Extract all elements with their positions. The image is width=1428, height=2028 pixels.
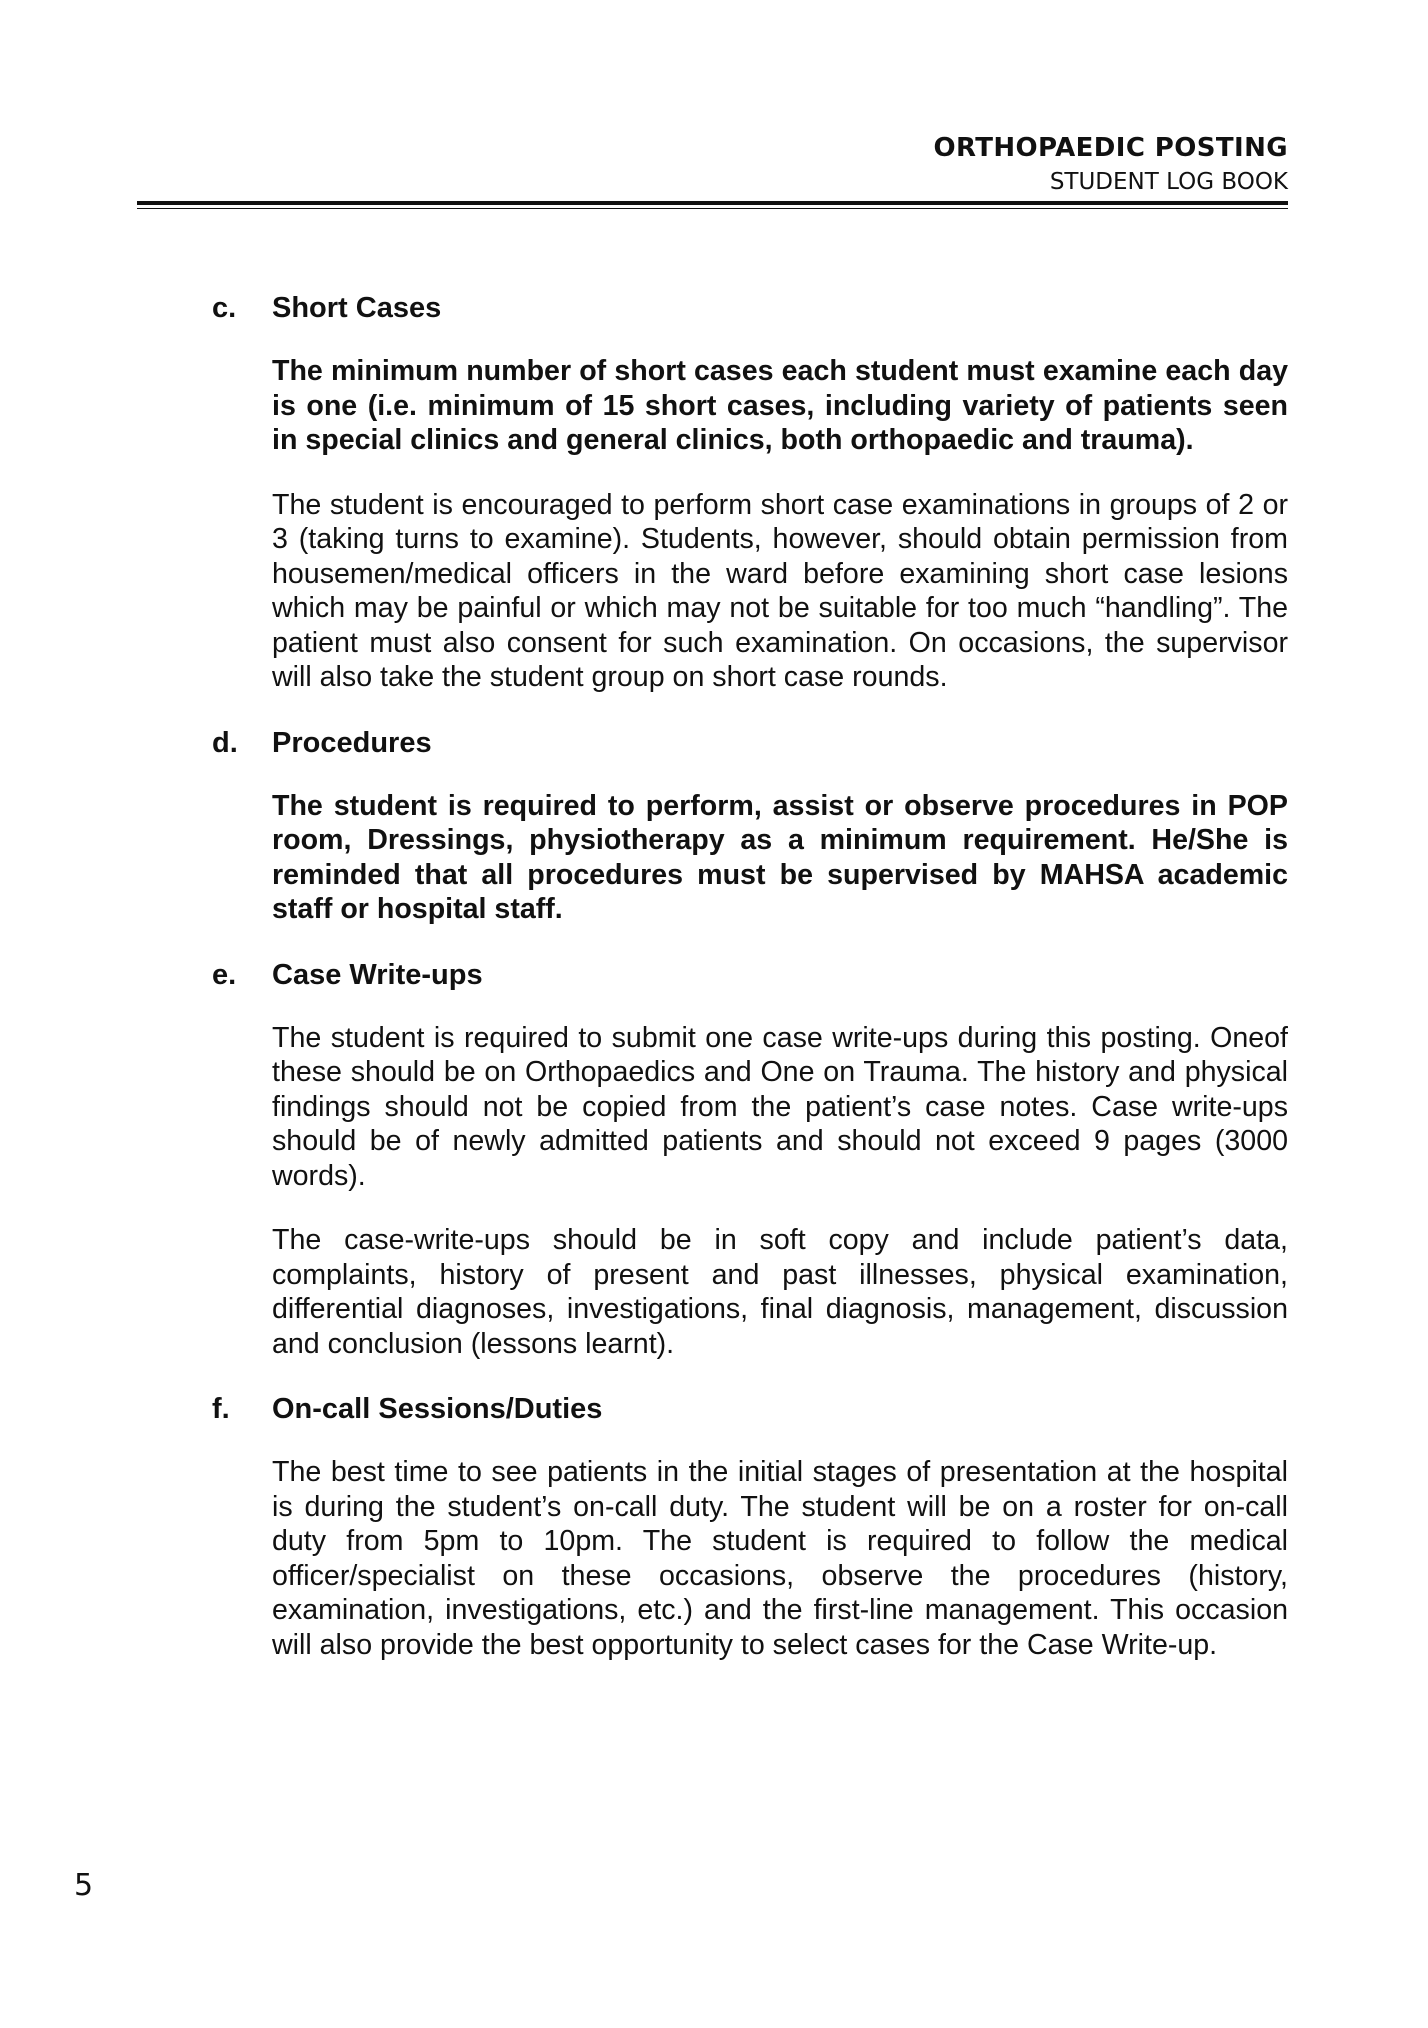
section-letter: e. — [212, 958, 237, 991]
header-subtitle: STUDENT LOG BOOK — [1049, 169, 1288, 195]
procedures-requirement: The student is required to perform, assist or observe procedures in POP room, Dressings, physiotherapy as a minimum requirement. He/She is reminded that all procedures must be supervised by MAHSA academic staff or hospital staff. — [272, 789, 1288, 925]
page-number: 5 — [74, 1868, 94, 1903]
section-title: Case Write-ups — [272, 958, 483, 991]
section-title: Short Cases — [272, 292, 442, 324]
running-header — [137, 128, 1288, 198]
section-heading — [212, 957, 1288, 993]
short-cases-guidance: The student is encouraged to perform short case examinations in groups of 2 or 3 (taking turns to examine). Students, however, should obtain permission from housemen/medical officers in the ward before examining short case lesions which may be painful or which may not be suitable for too much “handling”. The patient must also consent for such examination. On occasions, the supervisor will also take the student group on short case rounds. — [272, 488, 1288, 693]
case-write-ups-format: The case-write-ups should be in soft copy and include patient’s data, complaints, history of present and past illnesses, physical examination, differential diagnoses, investigations, final diagnosis, management, discussion and conclusion (lessons learnt). — [272, 1224, 1288, 1360]
short-cases-requirement: The minimum number of short cases each student must examine each day is one (i.e. minimum of 15 short cases, including variety of patients seen in special clinics and general clinics, both orthopaedic and trauma). — [272, 355, 1288, 456]
section-heading — [212, 725, 1288, 761]
header-rule-thin — [137, 208, 1288, 209]
section-short-cases — [212, 290, 1288, 695]
section-heading — [212, 290, 1288, 326]
section-letter: d. — [212, 726, 238, 759]
section-heading — [212, 1391, 1288, 1427]
page-content — [212, 290, 1288, 1692]
section-letter: f. — [212, 1393, 230, 1425]
section-title: Procedures — [272, 726, 432, 759]
header-rule-thick — [137, 201, 1288, 205]
section-procedures — [212, 725, 1288, 927]
on-call-description: The best time to see patients in the initial stages of presentation at the hospital is during the student’s on-call duty. The student will be on a roster for on-call duty from 5pm to 10pm. The student is required to follow the medical officer/specialist on these occasions, observe the procedures (history, examination, investigations, etc.) and the first-line management. This occasion will also provide the best opportunity to select cases for the Case Write-up. — [272, 1456, 1288, 1661]
case-write-ups-requirement: The student is required to submit one case write-ups during this posting. Oneof these should be on Orthopaedics and One on Trauma. The history and physical findings should not be copied from the patient’s case notes. Case write-ups should be of newly admitted patients and should not exceed 9 pages (3000 words). — [272, 1021, 1288, 1192]
section-letter: c. — [212, 292, 237, 324]
section-title: On-call Sessions/Duties — [272, 1393, 603, 1425]
section-case-write-ups — [212, 957, 1288, 1362]
section-on-call — [212, 1391, 1288, 1662]
header-title: ORTHOPAEDIC POSTING — [933, 133, 1288, 163]
